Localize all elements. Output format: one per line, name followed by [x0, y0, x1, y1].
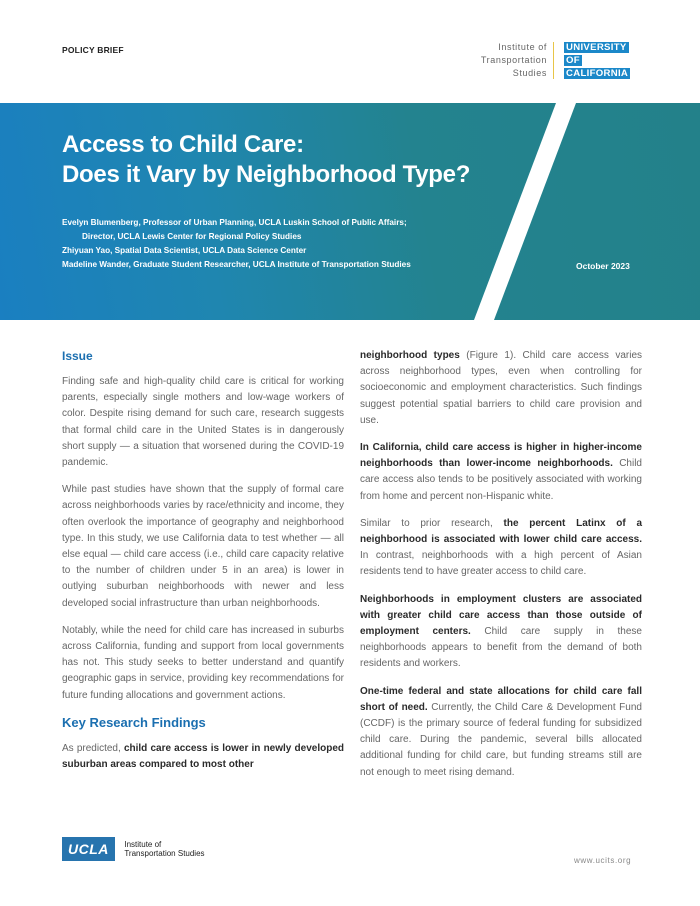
ucla-its-logo [62, 837, 205, 861]
author-line: Madeline Wander, Graduate Student Researcher, UCLA Institute of Transportation Studies [62, 260, 411, 269]
uc-logo-line: UNIVERSITY [566, 42, 627, 53]
author-line: Zhiyuan Yao, Spatial Data Scientist, UCLA Data Science Center [62, 246, 307, 255]
publication-date: October 2023 [576, 261, 630, 271]
finding-paragraph [360, 348, 642, 429]
its-logo-line: Transportation [480, 55, 547, 65]
finding-paragraph [360, 684, 642, 781]
findings-heading: Key Research Findings [62, 714, 206, 730]
document-type-label: POLICY BRIEF [62, 45, 124, 55]
title-line: Access to Child Care: [62, 131, 304, 158]
finding-paragraph [360, 592, 642, 673]
its-logo-line: Institute of [498, 42, 547, 52]
bold-text: Neighborhoods in employment clusters are associated with greater child care access than those outside of employment centers. [360, 593, 642, 638]
plain-text: In contrast, neighborhoods with a high percent of Asian residents tend to have greater access to child care. [360, 550, 642, 578]
finding-paragraph [360, 516, 642, 581]
its-name-line: Transportation Studies [124, 849, 205, 858]
university-of-california-logo [564, 42, 630, 81]
plain-text: Currently, the Child Care & Development Fund (CCDF) is the primary source of federal funding for subsidized child care. During the pandemic, several bills allocated additional funding for child care, but funding streams still are not enough to meet rising demand. [360, 701, 642, 778]
author-list [62, 216, 411, 272]
uc-logo-line: CALIFORNIA [566, 68, 629, 79]
issue-paragraph: Notably, while the need for child care has increased in suburbs across California, funding and support from local governments has not. This study seeks to better understand and quantify geographic gaps in service, providing key recommendations for future funding allocations and government actions. [62, 624, 344, 701]
its-logo-text [462, 41, 547, 80]
uc-logo-line: OF [566, 55, 580, 66]
logo-divider [553, 42, 554, 79]
plain-text: Child care supply in these neighborhoods appears to benefit from the demand of both residents and workers. [360, 626, 642, 670]
its-name [124, 840, 204, 858]
plain-text: Child care access also tends to be positively associated with working from home and percent non-Hispanic white. [360, 458, 642, 502]
plain-text: As predicted, [62, 742, 124, 754]
bold-text: the percent Latinx of a neighborhood is associated with lower child care access. [360, 517, 643, 546]
page-title [62, 130, 470, 190]
bold-text: child care access is lower in newly developed suburban areas compared to most other [62, 742, 344, 771]
title-banner [0, 103, 700, 320]
author-line: Evelyn Blumenberg, Professor of Urban Planning, UCLA Luskin School of Public Affairs; [62, 218, 407, 227]
issue-paragraph: Finding safe and high-quality child care is critical for working parents, especially single mothers and low-wage workers of color. Despite rising demand for such care, research suggests that formal child care in the United States is in dangerously short supply — a situation that worsened during the COVID-19 pandemic. [62, 376, 344, 469]
title-line: Does it Vary by Neighborhood Type? [62, 161, 471, 188]
right-column [360, 348, 642, 792]
stripe-shape [474, 103, 576, 320]
its-name-line: Institute of [124, 840, 162, 849]
ucla-wordmark: UCLA [62, 837, 115, 861]
issue-heading: Issue [62, 349, 93, 363]
bold-text: One-time federal and state allocations for child care fall short of need. [360, 685, 642, 713]
plain-text: (Figure 1). Child care access varies across neighborhood types, even when controlling for socioeconomic and employment characteristics. Such findings suggest potential spatial barriers to child care provision and use. [360, 350, 643, 426]
left-column [62, 348, 344, 784]
website-url[interactable]: www.ucits.org [574, 856, 632, 865]
issue-paragraph: While past studies have shown that the supply of formal care across neighborhoods varies by race/ethnicity and income, they often overlook the importance of geography and neighborhood type. In this study, we use California data to test whether — all else equal — child care access (i.e., child care capacity relative to the number of children under 5 in an area) is lower in outlying suburban neighborhoods with newer and less developed social infrastructure than urban neighborhoods. [62, 484, 344, 609]
bold-text: neighborhood types [360, 350, 460, 361]
plain-text: Similar to prior research, [360, 517, 504, 529]
its-logo-line: Studies [512, 68, 547, 78]
bold-text: In California, child care access is higher in higher-income neighborhoods than lower-income neighborhoods. [360, 442, 642, 470]
author-line: Director, UCLA Lewis Center for Regional Policy Studies [82, 232, 302, 241]
findings-intro [62, 741, 344, 773]
finding-paragraph [360, 440, 642, 505]
